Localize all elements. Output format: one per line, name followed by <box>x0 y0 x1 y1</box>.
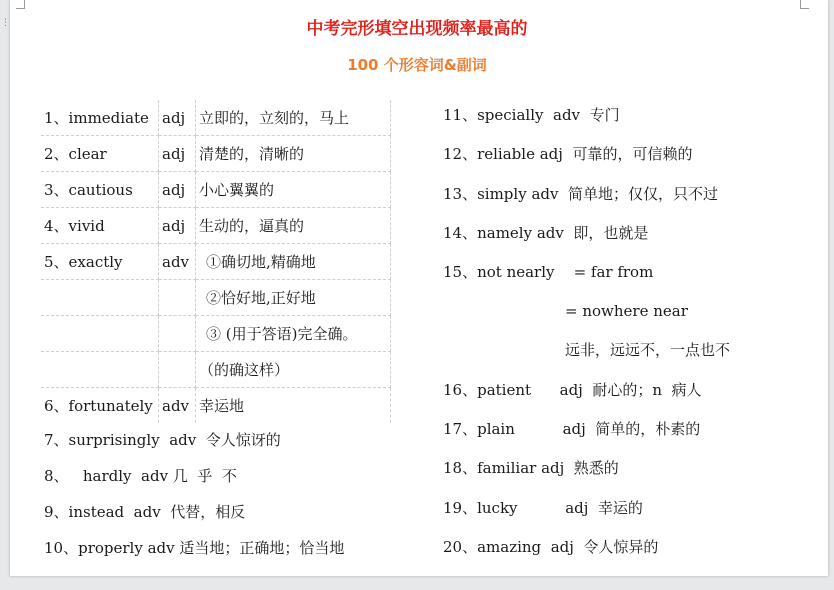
word-cell <box>41 316 159 352</box>
vocab-entry: 13、simply adv 简单地；仅仅，只不过 <box>443 185 719 203</box>
pos-cell: adj <box>159 208 196 244</box>
pos-cell: adj <box>159 100 196 136</box>
document-title: 中考完形填空出现频率最高的 <box>306 19 528 39</box>
vocab-entry: 16、patient adj 耐心的；n 病人 <box>443 381 702 399</box>
table-row <box>41 316 391 352</box>
table-row <box>41 136 391 172</box>
vocabulary-table <box>41 100 391 423</box>
vocab-entry: 11、specially adv 专门 <box>443 106 620 124</box>
definition-cell: 生动的，逼真的 <box>196 208 391 244</box>
side-handle-dots: ⋮ <box>1 18 10 28</box>
definition-cell: （的确这样） <box>196 352 391 388</box>
pos-cell: adj <box>159 172 196 208</box>
pos-cell <box>159 280 196 316</box>
table-row <box>41 352 391 388</box>
vocab-entry: 12、reliable adj 可靠的，可信赖的 <box>443 145 693 163</box>
definition-cell: 小心翼翼的 <box>196 172 391 208</box>
pos-cell: adv <box>159 244 196 280</box>
vocab-entry-continuation: 远非，远远不，一点也不 <box>565 341 731 359</box>
vocab-entry: 18、familiar adj 熟悉的 <box>443 459 619 477</box>
word-cell <box>41 280 159 316</box>
margin-corner-right <box>800 0 809 9</box>
word-cell: 2、clear <box>41 136 159 172</box>
table-row <box>41 244 391 280</box>
vocab-entry-continuation: = nowhere near <box>565 302 688 320</box>
vocab-entry: 10、properly adv 适当地；正确地；恰当地 <box>44 539 345 557</box>
table-row <box>41 280 391 316</box>
definition-cell: ③ (用于答语)完全确。 <box>196 316 391 352</box>
word-cell: 5、exactly <box>41 244 159 280</box>
pos-cell <box>159 352 196 388</box>
definition-cell: ①确切地,精确地 <box>196 244 391 280</box>
vocab-entry: 7、surprisingly adv 令人惊讶的 <box>44 431 281 449</box>
word-cell <box>41 352 159 388</box>
table-row <box>41 172 391 208</box>
table-row <box>41 388 391 424</box>
margin-corner-left <box>16 0 25 9</box>
definition-cell: 清楚的，清晰的 <box>196 136 391 172</box>
word-cell: 3、cautious <box>41 172 159 208</box>
vocab-entry: 20、amazing adj 令人惊异的 <box>443 538 659 556</box>
word-cell: 4、vivid <box>41 208 159 244</box>
pos-cell <box>159 316 196 352</box>
definition-cell: ②恰好地,正好地 <box>196 280 391 316</box>
document-subtitle: 100 个形容词&副词 <box>347 56 487 74</box>
pos-cell: adv <box>159 388 196 424</box>
vocab-entry: 9、instead adv 代替，相反 <box>44 503 246 521</box>
definition-cell: 立即的，立刻的，马上 <box>196 100 391 136</box>
word-cell: 1、immediate <box>41 100 159 136</box>
table-row <box>41 208 391 244</box>
word-cell: 6、fortunately <box>41 388 159 424</box>
vocab-entry: 8、 hardly adv 几 乎 不 <box>44 467 237 485</box>
definition-cell: 幸运地 <box>196 388 391 424</box>
vocab-entry: 15、not nearly = far from <box>443 263 654 281</box>
vocab-entry: 19、lucky adj 幸运的 <box>443 499 643 517</box>
vocab-entry: 14、namely adv 即，也就是 <box>443 224 649 242</box>
table-row <box>41 100 391 136</box>
pos-cell: adj <box>159 136 196 172</box>
vocab-entry: 17、plain adj 简单的，朴素的 <box>443 420 701 438</box>
